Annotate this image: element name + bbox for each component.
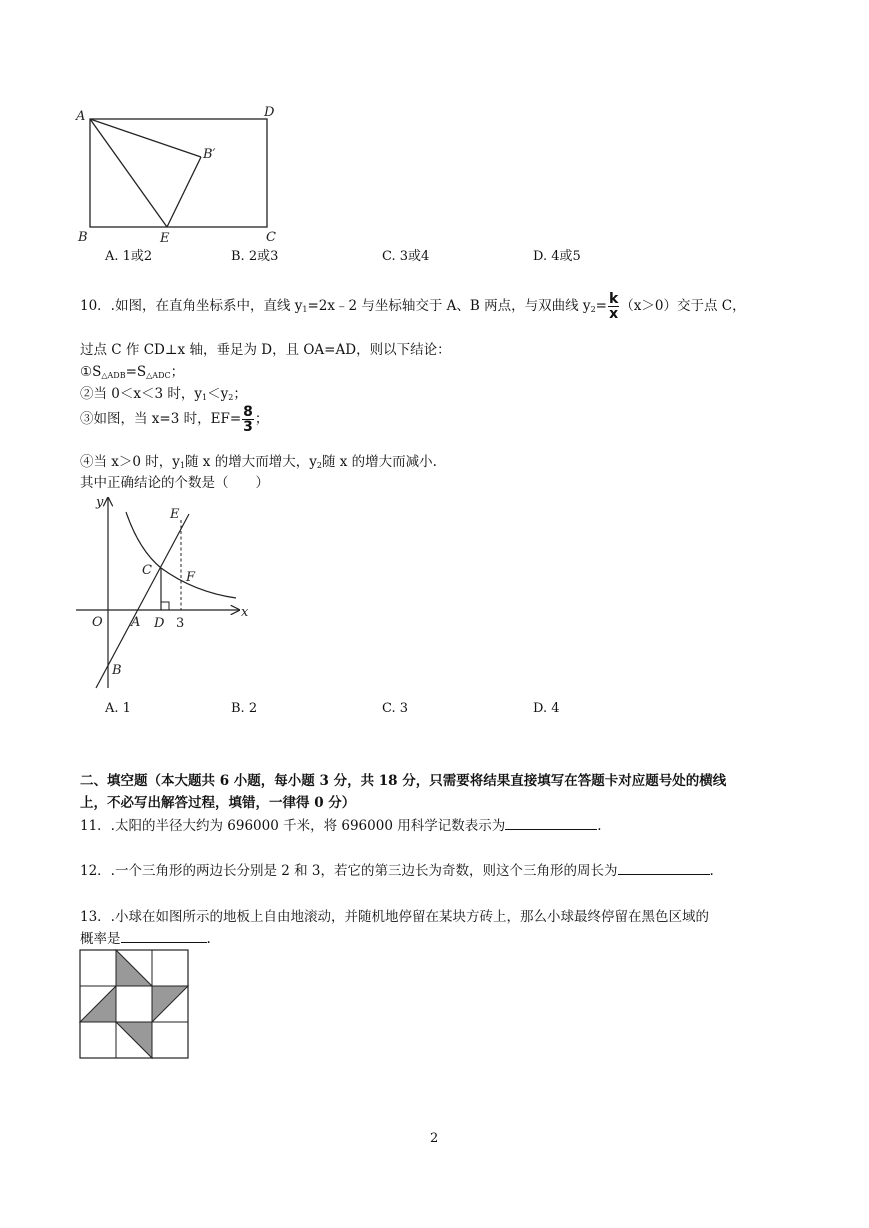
section2-heading-line2: 上，不必写出解答过程，填错，一律得 0 分） [80, 795, 356, 811]
label-b: B [112, 663, 122, 678]
label-x: x [241, 605, 249, 620]
label-y: y [96, 495, 104, 510]
grid-outline [80, 950, 188, 1058]
label-d: D [264, 105, 275, 120]
q10-conclusion-4: ④当 x＞0 时，$y_1$随 x 的增大而增大，$y_2$随 x 的增大而减小. [80, 454, 437, 470]
q13-answer-blank[interactable] [121, 928, 207, 943]
q10-option-d: D. 4 [533, 701, 560, 716]
q10-fraction-8-over-3: $\frac{8}{3}$ [243, 404, 253, 435]
q11-answer-blank[interactable] [505, 815, 597, 830]
label-a: A [131, 615, 141, 630]
label-e: E [160, 231, 170, 246]
q12-answer-blank[interactable] [618, 860, 710, 875]
label-d: D [154, 616, 165, 631]
segment-ab-prime [90, 119, 201, 157]
section2-heading-line1: 二、填空题（本大题共 6 小题，每小题 3 分，共 18 分，只需要将结果直接填写在答题卡对应题号处的横线 [80, 773, 727, 789]
label-a: A [76, 109, 86, 124]
shaded-triangle [116, 1022, 152, 1058]
q10-line1: 10．.如图，在直角坐标系中，直线 $y_1=2x﹣2$ 与坐标轴交于 A、B 两点，与双曲线 $y_2=$ $\frac{k}{x}$ （x＞0）交于点 C， [80, 291, 746, 322]
shaded-triangle [116, 950, 152, 986]
label-b-prime: B′ [203, 147, 216, 162]
shaded-triangle [152, 986, 188, 1022]
q12-line: 12．.一个三角形的两边长分别是 2 和 3，若它的第三边长为奇数，则这个三角形的周长为 . [80, 859, 714, 879]
line-y1 [96, 514, 189, 688]
label-b: B [78, 230, 88, 245]
q9-option-c: C. 3或4 [382, 249, 430, 264]
q9-option-a: A. 1或2 [105, 249, 153, 264]
q13-line2: 概率是 . [80, 927, 211, 947]
q10-conclusion-3: ③如图，当 x=3 时，EF= $\frac{8}{3}$ ； [80, 404, 269, 435]
label-e: E [170, 507, 180, 522]
q9-option-b: B. 2或3 [231, 249, 279, 264]
q10-question: 其中正确结论的个数是（ ） [80, 475, 269, 491]
label-o: O [92, 615, 103, 630]
q10-option-c: C. 3 [382, 701, 409, 716]
q9-option-d: D. 4或5 [533, 249, 581, 264]
q10-option-b: B. 2 [231, 701, 258, 716]
shaded-triangle [80, 986, 116, 1022]
right-angle-mark [161, 602, 169, 610]
rectangle-abcd [90, 119, 267, 227]
q10-conclusion-1: $①S_{\triangle ADB}=S_{\triangle ADC}$； [80, 364, 185, 380]
label-c: C [142, 563, 152, 578]
segment-eb-prime [167, 157, 201, 227]
label-c: C [266, 230, 276, 245]
page-number: 2 [430, 1131, 439, 1146]
q10-line2: 过点 C 作 CD⊥x 轴，垂足为 D，且 OA=AD，则以下结论： [80, 342, 451, 358]
q10-fraction-k-over-x: $\frac{k}{x}$ [608, 291, 619, 322]
q10-conclusion-2: ②当 0＜x＜3 时，$y_1<y_2$； [80, 386, 247, 402]
label-3: 3 [176, 616, 185, 631]
q13-tile-figure [78, 948, 192, 1060]
q10-option-a: A. 1 [105, 701, 131, 716]
q9-figure [74, 100, 294, 248]
label-f: F [186, 570, 196, 585]
q11-line: 11．.太阳的半径大约为 696000 千米，将 696000 用科学记数表示为 . [80, 814, 602, 834]
segment-ae [90, 119, 167, 227]
q10-figure [74, 490, 264, 695]
q13-line1: 13．.小球在如图所示的地板上自由地滚动，并随机地停留在某块方砖上，那么小球最终停留在黑色区域的 [80, 909, 709, 925]
